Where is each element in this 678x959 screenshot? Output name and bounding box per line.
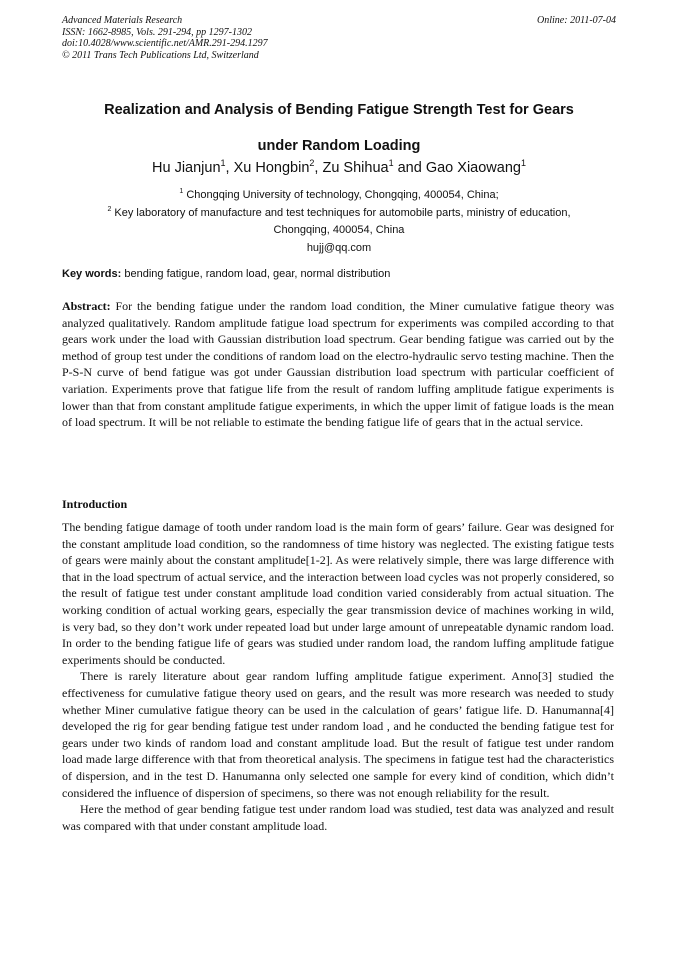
keywords-text: bending fatigue, random load, gear, normal distribution (124, 268, 391, 280)
author-1: Hu Jianjun$^1$ (152, 158, 226, 176)
paper-title (40, 92, 638, 164)
title-line-1: Realization and Analysis of Bending Fatigue Strength Test for Gears (104, 102, 574, 118)
affiliations (40, 187, 638, 257)
introduction-body (62, 519, 614, 834)
affiliation-1: $^1$ Chongqing University of technology, Chongqing, 400054, China; (179, 188, 499, 201)
paragraph: Here the method of gear bending fatigue test under random load was studied, test data was analyzed and result was compared with that under constant amplitude load. (62, 802, 614, 833)
affiliation-2: $^2$ Key laboratory of manufacture and test techniques for automobile parts, ministry of education, (107, 205, 571, 219)
title-line-2: under Random Loading (257, 138, 421, 154)
author-list: Hu Jianjun$^1$, Xu Hongbin$^2$, Zu Shihua$^1$ and Gao Xiaowang$^1$ (152, 158, 526, 176)
abstract-text: For the bending fatigue under the random load condition, the Miner cumulative fatigue theory was analyzed qualitatively. Random amplitude fatigue load spectrum for experiments was compiled according to that gears work under the load with Gaussian distribution load spectrum. Gear bending fatigue was carried out by the method of group test under the conditions of random load on the electro-hydraulic servo testing machine. Then the P-S-N curve of bend fatigue was got under Gaussian distribution load spectrum with particular coefficient of variation. Experiments prove that fatigue life from the result of random luffing amplitude fatigue experiments is lower than that from constant amplitude fatigue experiments, in which the upper limit of fatigue loads is the mean of load spectrum. It will be not reliable to estimate the bending fatigue life of gears that in the actual service. (62, 299, 615, 430)
issn-line: ISSN: 1662-8985, Vols. 291-294, pp 1297-1302 (62, 26, 252, 38)
section-heading-introduction: Introduction (62, 497, 128, 511)
journal-header (62, 15, 616, 61)
author-2: Xu Hongbin$^2$ (233, 158, 315, 176)
affiliation-2-cont: Chongqing, 400054, China (273, 224, 405, 236)
paragraph: There is rarely literature about gear random luffing amplitude fatigue experiment. Anno[3] studied the effectiveness for cumulative fatigue theory used on gears, and the result was more research was needed to study whether Miner cumulative fatigue theory can be used in the calculation of gears’ fatigue life. D. Hanumanna[4] developed the rig for gear bending fatigue test under random load , and he conducted the bending fatigue test for gears under two kinds of random load and constant amplitude load. But the result of fatigue test under random load made large difference with that from theoretical analysis. The specimens in fatigue test had the characteristics of dispersion, and in the test D. Hanumanna only selected one sample for every kind of condition, which didn’t considered the influence of dispersion of specimens, so there was not enough reliability for the result. (62, 669, 614, 800)
paragraph: The bending fatigue damage of tooth under random load is the main form of gears’ failure. Gear was designed for the constant amplitude load condition, so the randomness of time history was neglected. The existing fatigue tests of gears were mainly about the constant amplitude[1-2]. As were relatively simple, there was large difference with that in the load spectrum of actual service, and the interaction between load cycles was not properly considered, so the result of fatigue test under constant amplitude load condition varied considerably from actual situation. The working condition of actual working gears, especially the gear transmission device of machines working in wild, is very bad, so they don’t work under repeated load but under large amount of unrepeatable dynamic random load. In order to the bending fatigue life of gears was studied under random load, the random luffing amplitude fatigue experiments should be conducted. (62, 520, 614, 667)
copyright-line: © 2011 Trans Tech Publications Ltd, Switzerland (62, 49, 259, 61)
author-3: Zu Shihua$^1$ (322, 158, 394, 176)
author-email: hujj@qq.com (306, 241, 372, 254)
keywords (62, 267, 622, 281)
journal-name: Advanced Materials Research (62, 15, 183, 26)
abstract (62, 298, 614, 431)
abstract-label: Abstract: (62, 299, 111, 313)
author-4: Gao Xiaowang$^1$ (425, 158, 526, 176)
online-date: Online: 2011-07-04 (537, 15, 616, 26)
keywords-label: Key words: (62, 268, 122, 280)
doi-line: doi:10.4028/www.scientific.net/AMR.291-294.1297 (62, 38, 268, 49)
